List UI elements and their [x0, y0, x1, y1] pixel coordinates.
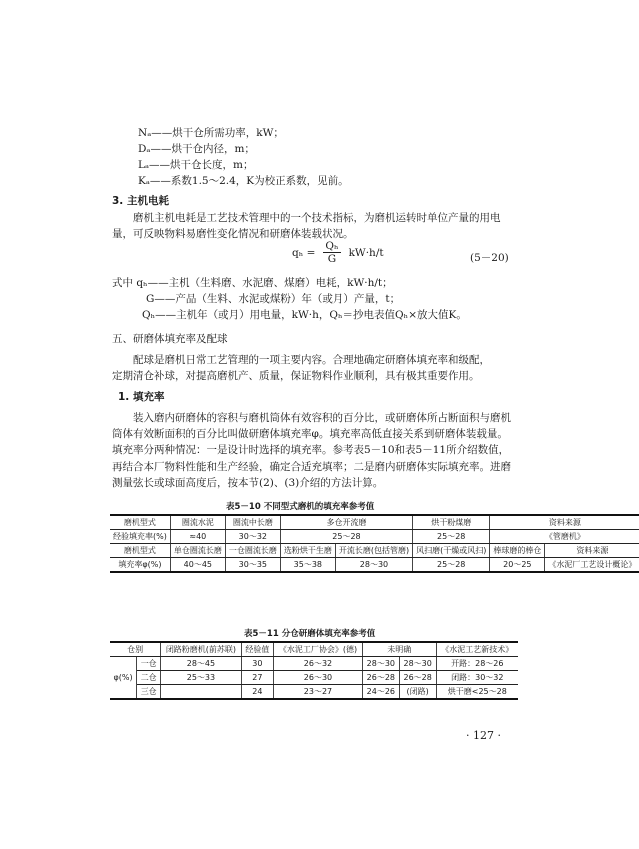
table-cell: 30	[241, 657, 273, 671]
table-cell: 28～30	[399, 657, 436, 671]
paragraph	[112, 352, 514, 384]
paragraph	[112, 210, 514, 242]
paragraph-line: 配球是磨机日常工艺管理的一项主要内容。合理地确定研磨体填充率和级配，	[133, 354, 490, 366]
definition-line: Kₐ——系数1.5～2.4，K为校正系数，见前。	[138, 175, 349, 187]
table-cell: 风扫磨(干燥或风扫)	[413, 544, 490, 558]
formula-definition: G——产品（生料、水泥或煤粉）年（或月）产量，t；	[146, 293, 401, 305]
table-cell: φ(%)	[110, 657, 137, 700]
table-row	[110, 530, 639, 544]
table-cell: 28～30	[335, 558, 412, 573]
table-cell: 35～38	[280, 558, 335, 573]
table-cell: 闭路：30～32	[436, 671, 518, 685]
table-caption: 表5－10 不同型式磨机的填充率参考值	[226, 502, 375, 512]
formula	[292, 240, 384, 265]
paragraph-line: 磨机主机电耗是工艺技术管理中的一个技术指标，为磨机运转时单位产量的用电	[133, 212, 501, 224]
table-cell: 28～30	[362, 657, 399, 671]
formula-definition: Qₕ——主机年（或月）用电量，kW·h，Qₕ＝抄电表值Qₕ×放大值K。	[142, 309, 467, 321]
table-cell: 烘干粉煤磨	[413, 515, 490, 530]
table-cell: 26～30	[274, 671, 363, 685]
table-cell: ≈40	[170, 530, 225, 544]
definition-line: Dₐ——烘干仓内径，m；	[138, 143, 255, 155]
table-row	[110, 642, 518, 657]
section-heading: 3. 主机电耗	[112, 195, 169, 207]
table-cell: 24	[241, 685, 273, 700]
table-cell: 一仓圈流长磨	[225, 544, 280, 558]
table-row	[110, 558, 639, 573]
table-cell: 开流长磨(包括管磨)	[335, 544, 412, 558]
table-cell: 一仓	[137, 657, 161, 671]
table-cell: 25～28	[280, 530, 412, 544]
page-number: · 127 ·	[466, 729, 501, 742]
paragraph-line: 测量弦长或球面高度后，按本节(2)、(3)介绍的方法计算。	[112, 476, 384, 489]
table-cell: 开路：28～26	[436, 657, 518, 671]
paragraph-line: 定期清仓补球，对提高磨机产、质量，保证物料作业顺利，具有极其重要作用。	[112, 370, 480, 383]
table-cell	[161, 685, 242, 700]
paragraph	[112, 410, 514, 491]
equation-number: (5－20)	[470, 252, 509, 264]
table-cell: 《水泥工厂协会》(德)	[274, 642, 363, 657]
table-cell: 24～26	[362, 685, 399, 700]
formula-definition: 式中 qₕ——主机（生料磨、水泥磨、煤磨）电耗，kW·h/t；	[112, 277, 393, 289]
definition-line: Nₐ——烘干仓所需功率，kW；	[138, 127, 284, 139]
table-row	[110, 671, 518, 685]
subsection-heading: 1. 填充率	[118, 391, 165, 403]
table-cell: 25～28	[413, 530, 490, 544]
table-cell: 40～45	[170, 558, 225, 573]
table-row	[110, 685, 518, 700]
table-cell: 棒球磨的棒仓	[490, 544, 545, 558]
table-cell: 磨机型式	[110, 515, 170, 530]
table-caption: 表5－11 分仓研磨体填充率参考值	[244, 629, 376, 639]
table-cell: 未明确	[362, 642, 436, 657]
table-cell: 26～28	[362, 671, 399, 685]
table-cell: (闭路)	[399, 685, 436, 700]
table-cell: 26～28	[399, 671, 436, 685]
formula-fraction	[323, 240, 340, 265]
table-cell: 28～45	[161, 657, 242, 671]
table-fill-rate-by-mill-type	[110, 514, 639, 573]
table-cell: 30～35	[225, 558, 280, 573]
table-cell: 30～32	[225, 530, 280, 544]
formula-denominator: G	[327, 253, 337, 265]
table-cell: 20～25	[490, 558, 545, 573]
formula-unit: kW·h/t	[348, 246, 384, 259]
table-cell: 27	[241, 671, 273, 685]
definition-line: Lₐ——烘干仓长度，m；	[138, 159, 254, 171]
table-cell: 资料来源	[490, 515, 639, 530]
table-cell: 多仓开流磨	[280, 515, 412, 530]
table-cell: 二仓	[137, 671, 161, 685]
table-row	[110, 544, 639, 558]
table-cell: 选粉烘干生磨	[280, 544, 335, 558]
paragraph-line: 筒体有效断面积的百分比叫做研磨体填充率φ。填充率高低直接关系到研磨体装载量。	[112, 428, 508, 441]
table-cell: 三仓	[137, 685, 161, 700]
paragraph-line: 再结合本厂物料性能和生产经验，确定合适充填率；二是磨内研磨体实际填充率。进磨	[112, 460, 511, 473]
table-cell: 《水泥厂工艺设计概论》	[545, 558, 639, 573]
table-cell: 25～33	[161, 671, 242, 685]
formula-numerator: Qₕ	[325, 240, 339, 252]
table-cell: 烘干磨<25～28	[436, 685, 518, 700]
table-cell: 圈流水泥	[170, 515, 225, 530]
table-cell: 资料来源	[545, 544, 639, 558]
table-fill-rate-by-compartment	[110, 641, 518, 700]
table-row	[110, 515, 639, 530]
table-cell: 单仓圈流长磨	[170, 544, 225, 558]
table-cell: 闭路粉磨机(前苏联)	[161, 642, 242, 657]
section-heading: 五、研磨体填充率及配球	[112, 333, 228, 345]
table-cell: 圈流中长磨	[225, 515, 280, 530]
table-cell: 25～28	[413, 558, 490, 573]
table-cell: 《水泥工艺新技术》	[436, 642, 518, 657]
table-cell: 填充率φ(%)	[110, 558, 170, 573]
table-cell: 26～32	[274, 657, 363, 671]
table-row	[110, 657, 518, 671]
paragraph-line: 装入磨内研磨体的容积与磨机筒体有效容积的百分比，或研磨体所占断面积与磨机	[133, 412, 511, 424]
table-cell: 仓别	[110, 642, 161, 657]
table-cell: 23～27	[274, 685, 363, 700]
paragraph-line: 量，可反映物料易磨性变化情况和研磨体装载状况。	[112, 228, 354, 241]
paragraph-line: 填充率分两种情况：一是设计时选择的填充率。参考表5－10和表5－11所介绍数值，	[112, 444, 510, 457]
table-cell: 《管磨机》	[490, 530, 639, 544]
table-cell: 经验值	[241, 642, 273, 657]
table-cell: 磨机型式	[110, 544, 170, 558]
table-cell: 经验填充率(%)	[110, 530, 170, 544]
formula-lhs: qₕ =	[292, 246, 316, 259]
